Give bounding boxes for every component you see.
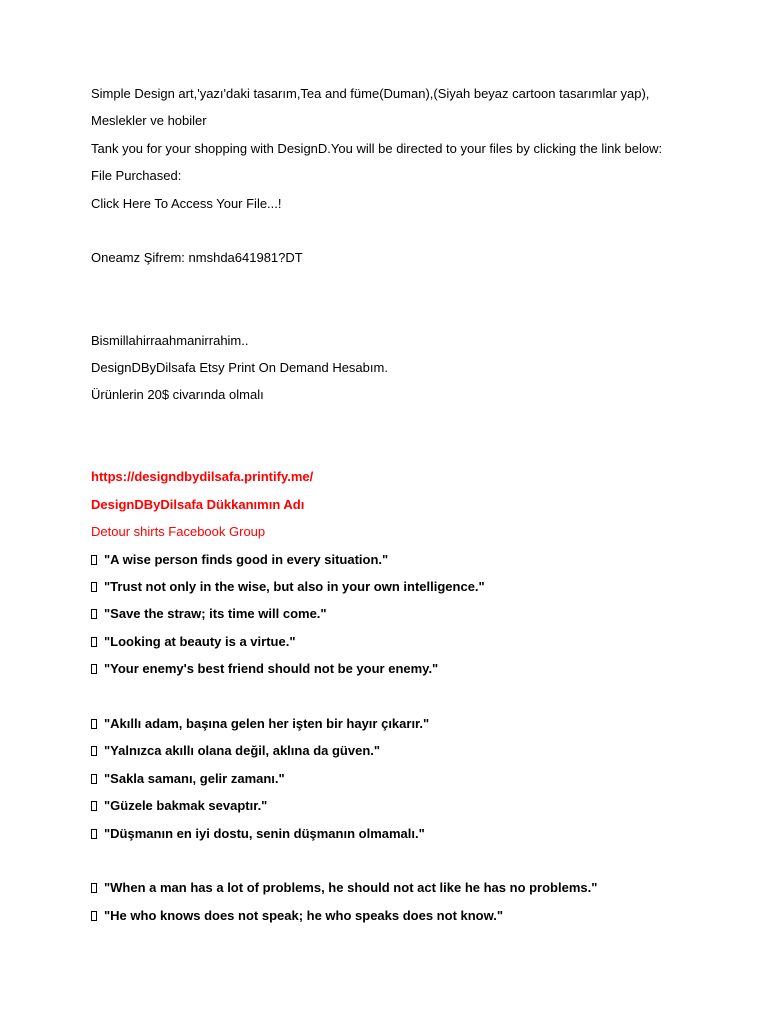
quote-item — [91, 907, 748, 934]
shop-line: Bismillahirraahmanirrahim.. — [91, 332, 249, 348]
quote-item — [91, 879, 748, 906]
access-file-link[interactable]: Click Here To Access Your File...! — [91, 195, 282, 211]
blank-line — [91, 222, 748, 249]
blank-line — [91, 414, 748, 441]
missing-glyph-icon — [91, 774, 97, 784]
quote-text: "Trust not only in the wise, but also in your own intelligence." — [104, 579, 485, 595]
printify-link[interactable]: https://designdbydilsafa.printify.me/ — [91, 469, 314, 485]
quote-item — [91, 660, 748, 687]
document-body — [91, 85, 748, 934]
missing-glyph-icon — [91, 637, 97, 647]
quote-text: "Save the straw; its time will come." — [104, 606, 327, 622]
quote-text: "Your enemy's best friend should not be your enemy." — [104, 661, 439, 677]
missing-glyph-icon — [91, 829, 97, 839]
blank-line — [91, 441, 748, 468]
quote-text: "Yalnızca akıllı olana değil, aklına da güven." — [104, 743, 381, 759]
quote-text: "Düşmanın en iyi dostu, senin düşmanın olmamalı." — [104, 825, 425, 841]
quote-item — [91, 578, 748, 605]
blank-line — [91, 304, 748, 331]
quote-item — [91, 605, 748, 632]
quote-text: "Güzele bakmak sevaptır." — [104, 798, 268, 814]
quote-text: "He who knows does not speak; he who speaks does not know." — [104, 907, 504, 923]
quote-item — [91, 715, 748, 742]
missing-glyph-icon — [91, 911, 97, 921]
missing-glyph-icon — [91, 719, 97, 729]
intro-line: Tank you for your shopping with DesignD.You will be directed to your files by clicking the link below: — [91, 140, 663, 156]
quote-text: "Looking at beauty is a virtue." — [104, 633, 296, 649]
shop-line: Ürünlerin 20$ civarında olmalı — [91, 387, 264, 403]
missing-glyph-icon — [91, 883, 97, 893]
missing-glyph-icon — [91, 609, 97, 619]
quote-item — [91, 551, 748, 578]
missing-glyph-icon — [91, 664, 97, 674]
intro-line: Simple Design art,'yazı'daki tasarım,Tea and füme(Duman),(Siyah beyaz cartoon tasarımlar yap), — [91, 86, 650, 101]
quote-item — [91, 825, 748, 852]
password-line: Oneamz Şifrem: nmshda641981?DT — [91, 250, 303, 266]
quote-text: "Sakla samanı, gelir zamanı." — [104, 770, 285, 786]
quote-item — [91, 797, 748, 824]
blank-line — [91, 277, 748, 304]
facebook-group-line: Detour shirts Facebook Group — [91, 524, 266, 540]
quote-item — [91, 770, 748, 797]
missing-glyph-icon — [91, 801, 97, 811]
missing-glyph-icon — [91, 555, 97, 565]
quote-text: "A wise person finds good in every situation." — [104, 551, 389, 567]
blank-line — [91, 688, 748, 715]
shop-line: DesignDByDilsafa Etsy Print On Demand Hesabım. — [91, 359, 388, 375]
missing-glyph-icon — [91, 582, 97, 592]
intro-line: File Purchased: — [91, 168, 182, 184]
quote-item — [91, 742, 748, 769]
quote-item — [91, 633, 748, 660]
blank-line — [91, 852, 748, 879]
quote-text: "When a man has a lot of problems, he should not act like he has no problems." — [104, 880, 598, 896]
intro-line: Meslekler ve hobiler — [91, 113, 207, 129]
shop-name-line: DesignDByDilsafa Dükkanımın Adı — [91, 496, 305, 512]
quote-text: "Akıllı adam, başına gelen her işten bir hayır çıkarır." — [104, 715, 430, 731]
missing-glyph-icon — [91, 746, 97, 756]
